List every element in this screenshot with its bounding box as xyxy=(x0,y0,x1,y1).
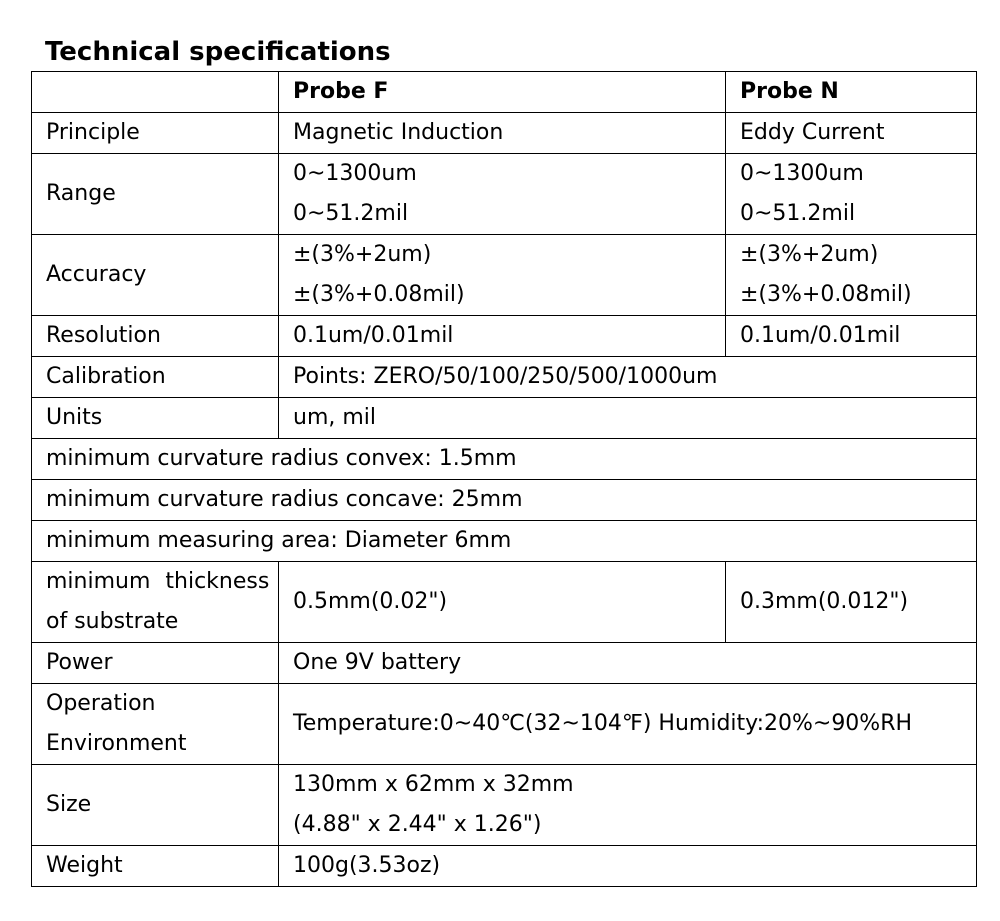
row-size xyxy=(32,765,977,846)
principle-probe-f: Magnetic Induction xyxy=(279,113,726,154)
range-probe-f-um: 0~1300um xyxy=(293,161,417,186)
environment-value: Temperature:0~40℃(32~104℉) Humidity:20%~90%RH xyxy=(279,684,977,765)
weight-value: 100g(3.53oz) xyxy=(279,846,977,887)
environment-label xyxy=(32,684,279,765)
calibration-value: Points: ZERO/50/100/250/500/1000um xyxy=(279,357,977,398)
environment-label-line1: Operation xyxy=(46,691,156,716)
power-value: One 9V battery xyxy=(279,643,977,684)
accuracy-probe-f-um: ±(3%+2um) xyxy=(293,242,432,267)
header-row xyxy=(32,72,977,113)
size-value-mm: 130mm x 62mm x 32mm xyxy=(293,772,574,797)
row-substrate xyxy=(32,562,977,643)
row-range xyxy=(32,154,977,235)
resolution-probe-n: 0.1um/0.01mil xyxy=(726,316,977,357)
environment-label-line2: Environment xyxy=(46,731,187,756)
row-units xyxy=(32,398,977,439)
accuracy-probe-n-um: ±(3%+2um) xyxy=(740,242,879,267)
range-probe-n xyxy=(726,154,977,235)
header-probe-f: Probe F xyxy=(279,72,726,113)
page-title: Technical specifications xyxy=(45,37,391,67)
range-label: Range xyxy=(32,154,279,235)
accuracy-label: Accuracy xyxy=(32,235,279,316)
range-probe-n-um: 0~1300um xyxy=(740,161,864,186)
substrate-label-line1: minimum thickness xyxy=(46,569,270,594)
accuracy-probe-n-mil: ±(3%+0.08mil) xyxy=(740,282,912,307)
row-resolution xyxy=(32,316,977,357)
concave-value: minimum curvature radius concave: 25mm xyxy=(32,480,977,521)
range-probe-f-mil: 0~51.2mil xyxy=(293,201,409,226)
size-value xyxy=(279,765,977,846)
units-label: Units xyxy=(32,398,279,439)
accuracy-probe-n xyxy=(726,235,977,316)
row-calibration xyxy=(32,357,977,398)
calibration-label: Calibration xyxy=(32,357,279,398)
accuracy-probe-f xyxy=(279,235,726,316)
size-value-inch: (4.88" x 2.44" x 1.26") xyxy=(293,812,542,837)
row-accuracy xyxy=(32,235,977,316)
row-environment xyxy=(32,684,977,765)
resolution-probe-f: 0.1um/0.01mil xyxy=(279,316,726,357)
substrate-label xyxy=(32,562,279,643)
weight-label: Weight xyxy=(32,846,279,887)
header-blank-cell xyxy=(32,72,279,113)
principle-label: Principle xyxy=(32,113,279,154)
substrate-probe-n: 0.3mm(0.012") xyxy=(726,562,977,643)
size-label: Size xyxy=(32,765,279,846)
row-concave xyxy=(32,480,977,521)
units-value: um, mil xyxy=(279,398,977,439)
convex-value: minimum curvature radius convex: 1.5mm xyxy=(32,439,977,480)
spec-table xyxy=(31,71,977,887)
range-probe-f xyxy=(279,154,726,235)
substrate-label-line2: of substrate xyxy=(46,609,179,634)
range-probe-n-mil: 0~51.2mil xyxy=(740,201,856,226)
principle-probe-n: Eddy Current xyxy=(726,113,977,154)
row-convex xyxy=(32,439,977,480)
measuring-area-value: minimum measuring area: Diameter 6mm xyxy=(32,521,977,562)
substrate-probe-f: 0.5mm(0.02") xyxy=(279,562,726,643)
row-weight xyxy=(32,846,977,887)
row-principle xyxy=(32,113,977,154)
power-label: Power xyxy=(32,643,279,684)
row-measuring-area xyxy=(32,521,977,562)
row-power xyxy=(32,643,977,684)
accuracy-probe-f-mil: ±(3%+0.08mil) xyxy=(293,282,465,307)
header-probe-n: Probe N xyxy=(726,72,977,113)
resolution-label: Resolution xyxy=(32,316,279,357)
